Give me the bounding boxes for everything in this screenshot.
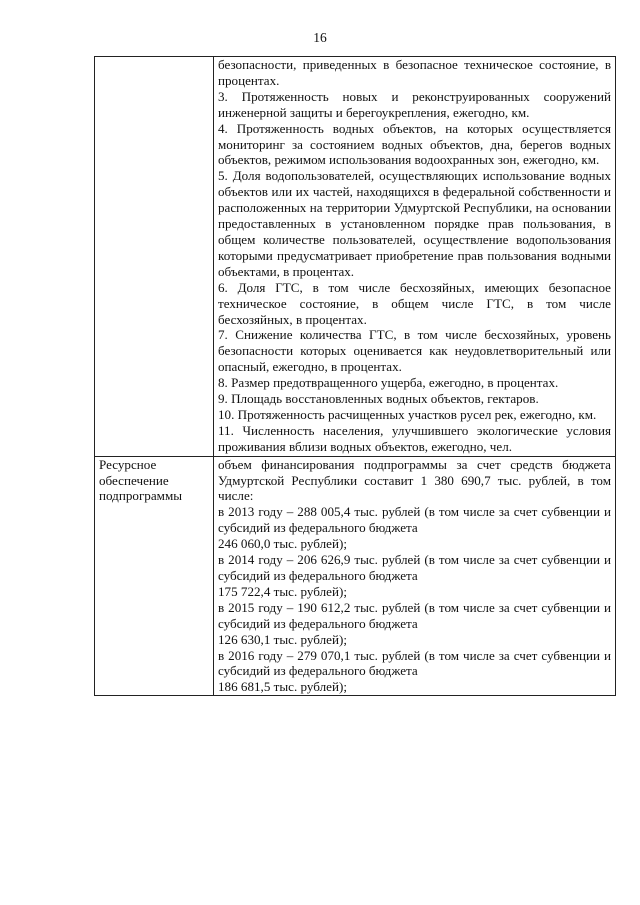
indicator-paragraph: 8. Размер предотвращенного ущерба, ежегодно, в процентах. xyxy=(218,375,559,391)
indicator-paragraph: 11. Численность населения, улучшившего экологические условия проживания вблизи водных объектов, ежегодно, чел. xyxy=(218,422,611,454)
indicator-paragraph: 5. Доля водопользователей, осуществляющих использование водных объектов или их частей, находящихся в федеральной собственности и расположенных на территории Удмуртской Республики, на основании предоставленных в установленном порядке прав пользования, в общем количестве пользователей, осуществление водопользования которыми предусматривает приобретение прав пользования водными объектами, в процентах. xyxy=(218,168,611,279)
indicator-paragraph: 6. Доля ГТС, в том числе бесхозяйных, имеющих безопасное техническое состояние, в общем числе ГТС, в том числе бесхозяйных, в процентах. xyxy=(218,279,611,327)
row-label-cell xyxy=(95,57,214,457)
funding-year-amount: 246 060,0 тыс. рублей); xyxy=(218,536,347,552)
funding-year-text: в 2015 году – 190 612,2 тыс. рублей (в том числе за счет субвенции и субсидий из федерального бюджета xyxy=(218,599,611,631)
funding-cell xyxy=(214,456,616,696)
indicator-paragraph: 10. Протяженность расчищенных участков русел рек, ежегодно, км. xyxy=(218,406,597,422)
funding-year-amount: 126 630,1 тыс. рублей); xyxy=(218,631,347,647)
funding-year-text: в 2014 году – 206 626,9 тыс. рублей (в том числе за счет субвенции и субсидий из федерального бюджета xyxy=(218,552,611,583)
row-label-cell: Ресурсное обеспечение подпрограммы xyxy=(95,456,214,696)
funding-year-text: в 2016 году – 279 070,1 тыс. рублей (в том числе за счет субвенции и субсидий из федерального бюджета xyxy=(218,647,611,679)
funding-intro: объем финансирования подпрограммы за счет средств бюджета Удмуртской Республики составит 1 380 690,7 тыс. рублей, в том числе: xyxy=(218,456,611,504)
indicator-paragraph: 4. Протяженность водных объектов, на которых осуществляется мониторинг за состоянием водных объектов, дна, берегов водных объектов, режимом использования водоохранных зон, ежегодно, км. xyxy=(218,120,611,168)
page-number: 16 xyxy=(313,30,327,45)
funding-year-amount: 175 722,4 тыс. рублей); xyxy=(218,583,347,599)
table-row-indicators xyxy=(95,57,616,457)
indicator-paragraph: безопасности, приведенных в безопасное техническое состояние, в процентах. xyxy=(218,57,611,88)
indicator-paragraph: 9. Площадь восстановленных водных объектов, гектаров. xyxy=(218,391,539,407)
table-row-funding xyxy=(95,456,616,696)
funding-year-amount: 186 681,5 тыс. рублей); xyxy=(218,679,347,695)
indicator-paragraph: 7. Снижение количества ГТС, в том числе бесхозяйных, уровень безопасности которых оценивается как неудовлетворительный или опасный, ежегодно, в процентах. xyxy=(218,327,611,375)
program-table xyxy=(94,56,616,696)
indicator-paragraph: 3. Протяженность новых и реконструированных сооружений инженерной защиты и берегоукрепления, ежегодно, км. xyxy=(218,88,611,120)
funding-year-text: в 2013 году – 288 005,4 тыс. рублей (в том числе за счет субвенции и субсидий из федерального бюджета xyxy=(218,504,611,536)
indicators-cell xyxy=(214,57,616,457)
